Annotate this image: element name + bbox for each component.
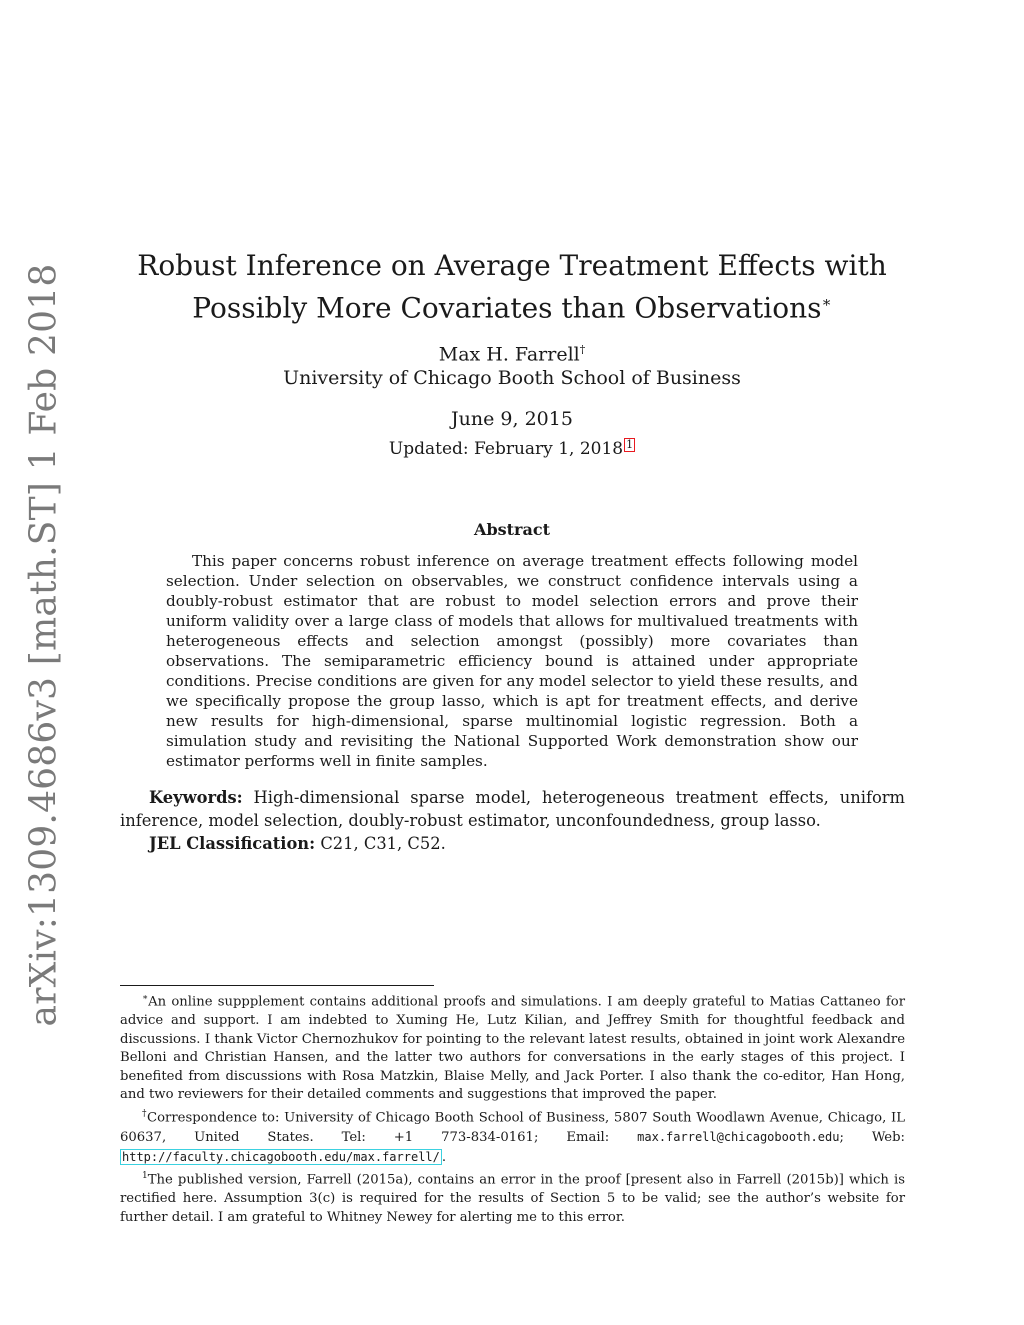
- footnote-dagger-mark: †: [142, 1108, 148, 1119]
- footnote-dagger-text: Correspondence to: University of Chicago Booth School of Business, 5807 South Woodlawn Avenue, Chicago, IL 60637, United States. Tel: +1 773-834-0161; Email:: [120, 1110, 905, 1145]
- footnote-one: [120, 1167, 905, 1227]
- jel-classification: [149, 832, 446, 855]
- jel-codes: C21, C31, C52.: [320, 834, 446, 853]
- email-address: max.farrell@chicagobooth.edu: [637, 1129, 840, 1144]
- keywords-label: Keywords:: [149, 788, 243, 807]
- updated-date: Updated: February 1, 2018: [388, 439, 624, 459]
- abstract-text: This paper concerns robust inference on average treatment effects following model selection. Under selection on observables, we construct confidence intervals using a doubly-robust estimator that are robust to model selection errors and prove their uniform validity over a large class of models that allows for multivalued treatments with heterogeneous effects and selection amongst (possibly) more covariates than observations. The semiparametric efficiency bound is attained under appropriate conditions. Precise conditions are given for any model selector to yield these results, and we specifically propose the group lasso, which is apt for treatment effects, and derive new results for high-dimensional, sparse multinomial logistic regression. Both a simulation study and revisiting the National Supported Work demonstration show our estimator performs well in finite samples.: [166, 552, 858, 770]
- footnote-dagger: [120, 1105, 905, 1167]
- footnote-star-mark: ∗: [142, 993, 149, 1003]
- footnote-rule: [120, 985, 434, 986]
- footnotes: [120, 989, 905, 1227]
- updated-footnote-link[interactable]: 1: [626, 438, 634, 451]
- web-label: ; Web:: [839, 1129, 905, 1145]
- paper-title-text: Robust Inference on Average Treatment Effects with Possibly More Covariates than Observations: [137, 249, 887, 325]
- abstract-heading: Abstract: [474, 520, 550, 539]
- paper-title: [100, 248, 924, 326]
- keywords-paragraph: [120, 786, 905, 832]
- keywords-text: High-dimensional sparse model, heterogeneous treatment effects, uniform inference, model selection, doubly-robust estimator, unconfoundedness, group lasso.: [120, 788, 905, 830]
- author-line: [0, 343, 1024, 365]
- footnote-dagger-end: .: [441, 1149, 447, 1165]
- updated-line: [0, 438, 1024, 459]
- footnote-star-text: An online suppplement contains additional proofs and simulations. I am deeply grateful to Matias Cattaneo for advice and support. I am indebted to Xuming He, Lutz Kilian, and Jeffrey Smith for thoughtful feedback and discussions. I thank Victor Chernozhukov for pointing to the relevant latest results, obtained in joint work Alexandre Belloni and Christian Hansen, and the latter two authors for conversations in the early stages of this project. I benefited from discussions with Rosa Matzkin, Blaise Melly, and Jack Porter. I also thank the co-editor, Han Hong, and two reviewers for their detailed comments and suggestions that improved the paper.: [120, 994, 905, 1103]
- paper-date: June 9, 2015: [451, 408, 573, 430]
- author-affiliation: University of Chicago Booth School of Business: [283, 367, 741, 389]
- footnote-star: [120, 989, 905, 1105]
- faculty-url-link[interactable]: http://faculty.chicagobooth.edu/max.farrell/: [122, 1149, 440, 1164]
- author-name: Max H. Farrell: [438, 343, 580, 366]
- jel-label: JEL Classification:: [149, 834, 316, 853]
- arxiv-sidebar-stamp: arXiv:1309.4686v3 [math.ST] 1 Feb 2018: [23, 263, 65, 1027]
- author-footnote-mark[interactable]: †: [579, 343, 586, 356]
- title-footnote-mark[interactable]: ∗: [821, 293, 832, 311]
- footnote-one-mark: 1: [142, 1171, 148, 1182]
- footnote-one-text: The published version, Farrell (2015a), contains an error in the proof [present also in Farrell (2015b)] which is rectified here. Assumption 3(c) is required for the results of Section 5 to be valid; see the author’s website for further detail. I am grateful to Whitney Newey for alerting me to this error.: [120, 1172, 905, 1225]
